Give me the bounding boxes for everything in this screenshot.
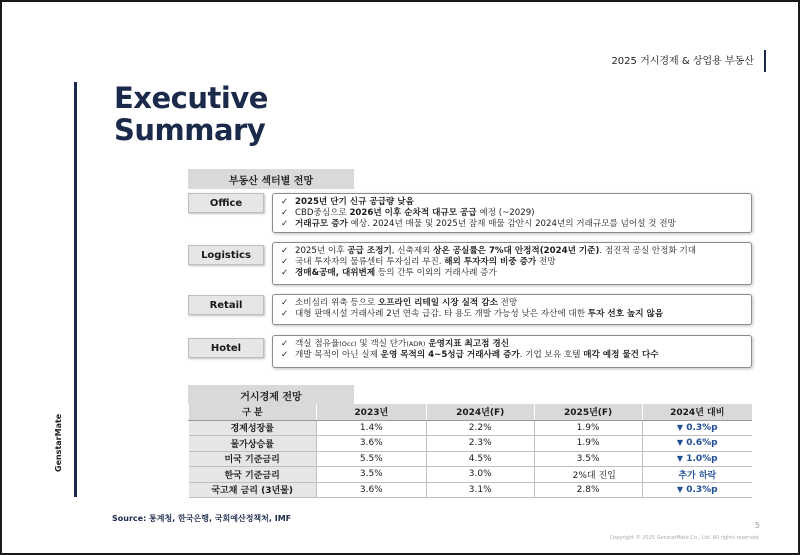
table-row: [189, 467, 753, 483]
table-row: [189, 482, 753, 498]
sector-logistics-box: [272, 242, 752, 285]
bullet-segment: 예상. 2024년 매물 및 2025년 잠재 매물 감안시 2024년의 거래규모를 넘어설 것 전망: [347, 219, 676, 229]
checkmark-icon: ✓: [281, 208, 289, 218]
bullet-segment: 거래규모 증가: [295, 219, 348, 229]
down-triangle-icon: ▼: [676, 422, 684, 432]
sector-logistics-label: Logistics: [188, 245, 264, 265]
bullet-text: [295, 309, 663, 320]
bullet-segment: (Occ): [339, 340, 357, 348]
change-value: 추가 하락: [678, 470, 717, 481]
sector-bullet: [281, 208, 743, 219]
down-triangle-icon: ▼: [676, 438, 684, 448]
page-title: [114, 82, 268, 146]
left-accent-bar: [74, 82, 77, 497]
down-triangle-icon: ▼: [676, 453, 684, 463]
value-2024f: 4.5%: [426, 451, 534, 467]
title-line-1: Executive: [114, 81, 268, 115]
header-accent-bar: [764, 50, 766, 72]
bullet-segment: 공급 조정기: [347, 246, 392, 256]
bullet-segment: 운영 목적의 4~5성급 거래사례 증가: [380, 350, 520, 360]
sector-retail-label: Retail: [188, 295, 264, 315]
checkmark-icon: ✓: [281, 268, 289, 278]
header-2024f: 2024년(F): [426, 404, 534, 420]
value-2023: 3.6%: [316, 436, 426, 452]
value-2024f: 2.2%: [426, 420, 534, 436]
value-2025f: 2%대 진입: [534, 467, 642, 483]
change-vs-2024: [642, 467, 752, 483]
row-label: 물가상승률: [189, 436, 317, 452]
bullet-segment: 2025년 이후: [295, 246, 348, 256]
change-value: 0.3%p: [686, 484, 718, 495]
row-label: 한국 기준금리: [189, 467, 317, 483]
bullet-text: [295, 350, 659, 361]
bullet-segment: . 점진적 공실 안정화 기대: [599, 246, 697, 256]
bullet-segment: 객실 점유율: [295, 339, 340, 349]
bullet-segment: (ADR): [406, 340, 426, 348]
macro-table-header-row: [189, 404, 753, 420]
checkmark-icon: ✓: [281, 339, 289, 349]
row-label: 미국 기준금리: [189, 451, 317, 467]
macro-section-title: 거시경제 전망: [188, 385, 354, 405]
header-title: 2025 거시경제 & 상업용 부동산: [611, 56, 754, 67]
checkmark-icon: ✓: [281, 197, 289, 207]
bullet-text: [295, 339, 509, 350]
brand-label: GenstarMate: [54, 413, 63, 472]
value-2023: 3.5%: [316, 467, 426, 483]
bullet-segment: 상온 공실률은 7%대 안정적(2024년 기준): [433, 246, 600, 256]
bullet-text: [295, 246, 696, 257]
bullet-segment: 등의 간투 이외의 거래사례 증가: [375, 268, 497, 278]
bullet-segment: 경매&공매, 대위변제: [295, 268, 376, 278]
title-line-2: Summary: [114, 113, 266, 147]
bullet-text: [295, 298, 517, 309]
bullet-segment: CBD중심으로: [295, 208, 350, 218]
macro-table: [188, 404, 752, 498]
bullet-segment: . 기업 보유 호텔: [519, 350, 584, 360]
checkmark-icon: ✓: [281, 246, 289, 256]
bullet-segment: 소비심리 위축 등으로: [295, 298, 378, 308]
bullet-segment: 2026년 이후 순차적 대규모 공급: [349, 208, 477, 218]
change-vs-2024: [642, 451, 752, 467]
value-2025f: 2.8%: [534, 482, 642, 498]
bullet-segment: 대형 판매시설 거래사례 2년 연속 급감. 타 용도 개발 가능성 낮은 자산에 대한: [295, 309, 588, 319]
value-2024f: 3.0%: [426, 467, 534, 483]
sector-section-title: 부동산 섹터별 전망: [188, 169, 354, 189]
sector-bullet: [281, 219, 743, 230]
bullet-segment: 오프라인 리테일 시장 실적 감소: [377, 298, 498, 308]
bullet-segment: 매각 예정 물건 다수: [583, 350, 659, 360]
source-note: Source: 통계청, 한국은행, 국회예산정책처, IMF: [112, 514, 292, 523]
sector-bullet: [281, 350, 743, 361]
bullet-text: [295, 197, 414, 208]
value-2025f: 1.9%: [534, 420, 642, 436]
bullet-segment: 및 객실 단가: [356, 339, 407, 349]
bullet-segment: 예정 (~2029): [476, 208, 535, 218]
page-number: 5: [754, 521, 760, 530]
checkmark-icon: ✓: [281, 257, 289, 267]
change-value: 0.6%p: [686, 438, 718, 449]
value-2025f: 3.5%: [534, 451, 642, 467]
sector-bullet: [281, 309, 743, 320]
checkmark-icon: ✓: [281, 298, 289, 308]
down-triangle-icon: ▼: [676, 484, 684, 494]
header-2025f: 2025년(F): [534, 404, 642, 420]
row-label: 경제성장률: [189, 420, 317, 436]
value-2023: 1.4%: [316, 420, 426, 436]
sector-bullet: [281, 268, 743, 279]
change-vs-2024: [642, 482, 752, 498]
sector-bullet: [281, 257, 743, 268]
change-value: 1.0%p: [686, 453, 718, 464]
sector-hotel-box: [272, 335, 752, 368]
sector-hotel-label: Hotel: [188, 338, 264, 358]
bullet-text: [295, 268, 497, 279]
checkmark-icon: ✓: [281, 309, 289, 319]
sector-bullet: [281, 298, 743, 309]
change-vs-2024: [642, 420, 752, 436]
sector-bullet: [281, 246, 743, 257]
header-vs-2024: 2024년 대비: [642, 404, 752, 420]
bullet-segment: 운영지표 최고점 경신: [425, 339, 510, 349]
sector-office-box: [272, 193, 752, 233]
change-value: 0.3%p: [686, 422, 718, 433]
value-2023: 3.6%: [316, 482, 426, 498]
table-row: [189, 436, 753, 452]
value-2024f: 2.3%: [426, 436, 534, 452]
bullet-segment: 투자 선호 높지 않음: [587, 309, 664, 319]
bullet-text: [295, 219, 676, 230]
value-2024f: 3.1%: [426, 482, 534, 498]
copyright-notice: Copyright © 2025 GenstarMate Co., Ltd. All rights reserved.: [609, 535, 760, 541]
bullet-text: [295, 257, 556, 268]
bullet-segment: 2025년 단기 신규 공급량 낮음: [295, 197, 414, 207]
checkmark-icon: ✓: [281, 219, 289, 229]
bullet-segment: 개발 목적이 아닌 실제: [295, 350, 381, 360]
bullet-segment: , 신축제외: [391, 246, 434, 256]
sector-retail-box: [272, 294, 752, 325]
value-2023: 5.5%: [316, 451, 426, 467]
header-category: 구 분: [189, 404, 317, 420]
sector-bullet: [281, 339, 743, 350]
table-row: [189, 420, 753, 436]
table-row: [189, 451, 753, 467]
bullet-segment: 전망: [497, 298, 518, 308]
header-2023: 2023년: [316, 404, 426, 420]
bullet-segment: 전망: [536, 257, 556, 267]
sector-bullet: [281, 197, 743, 208]
value-2025f: 1.9%: [534, 436, 642, 452]
change-vs-2024: [642, 436, 752, 452]
row-label: 국고채 금리 (3년물): [189, 482, 317, 498]
sector-office-label: Office: [188, 193, 264, 213]
checkmark-icon: ✓: [281, 350, 289, 360]
bullet-text: [295, 208, 535, 219]
bullet-segment: 국내 투자자의 물류센터 투자심리 부진.: [295, 257, 445, 267]
bullet-segment: 해외 투자자의 비중 증가: [444, 257, 537, 267]
